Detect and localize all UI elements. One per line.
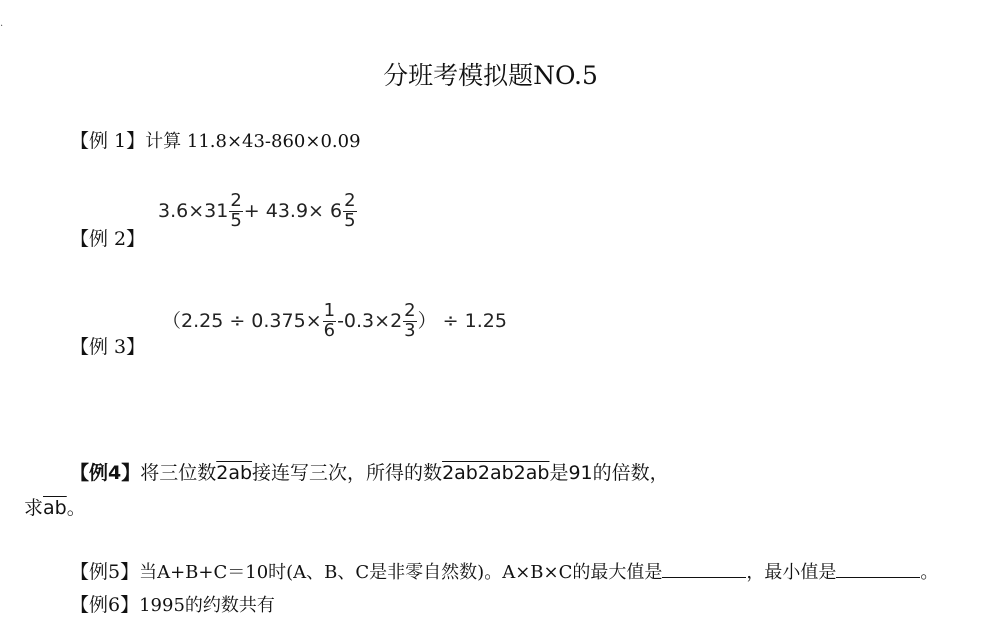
fraction-denominator: 3 [404, 319, 416, 341]
fraction-numerator: 1 [323, 300, 336, 321]
example-2-part-a: 3.6×31 [158, 199, 229, 222]
example-2-expression [158, 192, 358, 231]
example-2-fraction-1 [229, 192, 242, 231]
example-4-number-2ab: 2ab [216, 462, 253, 484]
example-4-label: 【例4】 [70, 462, 141, 484]
example-5-text: 当A+B+C＝10时(A、B、C是非零自然数)。A×B×C的最大值是 [139, 562, 663, 583]
example-3-part-b: -0.3×2 [337, 309, 403, 332]
example-4-text-2: 接连写三次，所得的数 [252, 462, 443, 484]
example-4-text-1: 将三位数 [140, 462, 217, 484]
example-4-line-2 [24, 493, 86, 520]
fraction-numerator: 2 [230, 190, 242, 211]
example-6-label: 【例6】 [70, 594, 140, 616]
example-3-fraction-1 [323, 302, 336, 341]
example-2-part-b: + 43.9× 6 [243, 199, 343, 222]
example-4-text-3: 是91的倍数， [549, 462, 669, 484]
example-3-fraction-2 [403, 302, 416, 341]
example-6-text: 1995的约数共有 [139, 595, 275, 616]
fraction-denominator: 5 [344, 209, 356, 231]
example-1-label: 【例 1】 [70, 130, 146, 152]
example-4-text-4: 求 [24, 497, 44, 519]
example-4-line-1 [70, 458, 669, 485]
answer-blank-min [836, 559, 920, 578]
example-3-part-c: ） ÷ 1.25 [417, 309, 507, 332]
page-title: 分班考模拟题NO.5 [383, 61, 598, 90]
fraction-numerator: 2 [344, 190, 356, 211]
stray-mark: . [0, 18, 4, 29]
fraction-denominator: 5 [230, 209, 242, 231]
example-3-part-a: （2.25 ÷ 0.375× [162, 309, 322, 332]
example-2-label: 【例 2】 [70, 228, 146, 250]
example-5-end: 。 [920, 562, 939, 583]
example-4-number-ab: $\overline{ab}$ [43, 497, 67, 519]
example-4-number-2ab2ab2ab: 2ab2ab2ab [442, 462, 550, 484]
example-5-mid: ，最小值是 [746, 562, 837, 583]
example-1 [70, 126, 361, 153]
fraction-numerator: 2 [404, 300, 416, 321]
example-2-fraction-2 [343, 192, 356, 231]
example-4-text-5: 。 [66, 497, 86, 519]
example-1-text: 计算 11.8×43-860×0.09 [145, 131, 361, 152]
answer-blank-max [662, 559, 746, 578]
example-6 [70, 590, 275, 617]
example-5-label: 【例5】 [70, 561, 140, 583]
example-3-expression [162, 302, 507, 341]
example-3-label: 【例 3】 [70, 336, 146, 358]
fraction-denominator: 6 [323, 319, 336, 341]
example-5 [70, 557, 938, 584]
